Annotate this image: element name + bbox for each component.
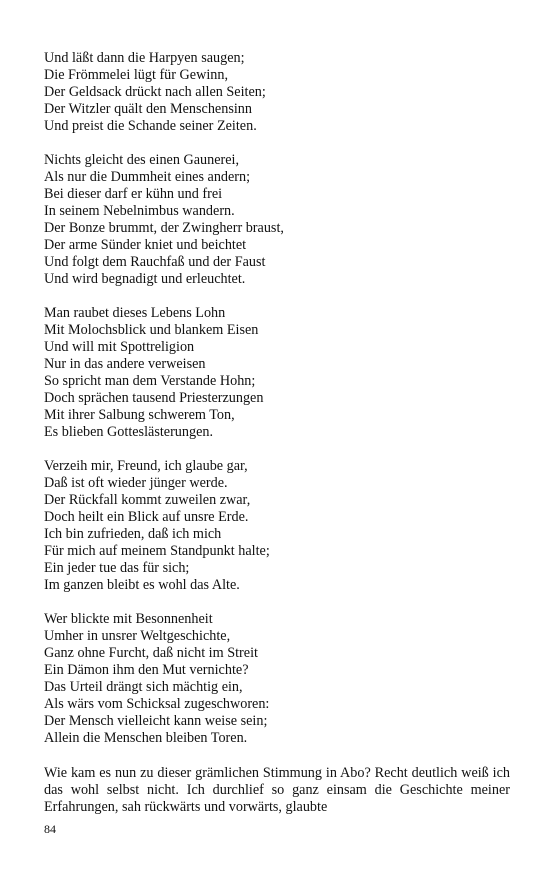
prose-paragraph: Wie kam es nun zu dieser grämlichen Stimmung in Abo? Recht deutlich weiß ich das wohl selbst nicht. Ich durchlief so ganz einsam die Geschichte meiner Erfahrungen, sah rückwärts und vorwärts, glaubte — [44, 765, 510, 815]
verse-line: Man raubet dieses Lebens Lohn — [44, 305, 226, 321]
verse-line: Ganz ohne Furcht, daß nicht im Streit — [44, 645, 258, 661]
verse-line: Ich bin zufrieden, daß ich mich — [44, 526, 222, 542]
verse-line: Doch sprächen tausend Priesterzungen — [44, 390, 264, 406]
verse-line: Allein die Menschen bleiben Toren. — [44, 730, 248, 746]
verse-line: Der Bonze brummt, der Zwingherr braust, — [44, 220, 284, 236]
verse-line: Der Witzler quält den Menschensinn — [44, 101, 252, 117]
verse-line: Mit ihrer Salbung schwerem Ton, — [44, 407, 235, 423]
verse-line: Im ganzen bleibt es wohl das Alte. — [44, 577, 240, 593]
verse-line: Als wärs vom Schicksal zugeschworen: — [44, 696, 270, 712]
verse-line: Ein Dämon ihm den Mut vernichte? — [44, 662, 249, 678]
poem — [44, 50, 510, 747]
verse-line: Und will mit Spottreligion — [44, 339, 195, 355]
verse-line: Verzeih mir, Freund, ich glaube gar, — [44, 458, 248, 474]
verse-line: Der Geldsack drückt nach allen Seiten; — [44, 84, 266, 100]
verse-line: Bei dieser darf er kühn und frei — [44, 186, 223, 202]
stanza — [44, 152, 510, 288]
verse-line: In seinem Nebelnimbus wandern. — [44, 203, 235, 219]
verse-line: Nichts gleicht des einen Gaunerei, — [44, 152, 240, 168]
verse-line: Umher in unsrer Weltgeschichte, — [44, 628, 231, 644]
verse-line: Der Rückfall kommt zuweilen zwar, — [44, 492, 251, 508]
verse-line: Die Frömmelei lügt für Gewinn, — [44, 67, 229, 83]
verse-line: Wer blickte mit Besonnenheit — [44, 611, 213, 627]
verse-line: Das Urteil drängt sich mächtig ein, — [44, 679, 243, 695]
verse-line: Und preist die Schande seiner Zeiten. — [44, 118, 257, 134]
verse-line: Der arme Sünder kniet und beichtet — [44, 237, 247, 253]
verse-line: Und folgt dem Rauchfaß und der Faust — [44, 254, 266, 270]
verse-line: Als nur die Dummheit eines andern; — [44, 169, 251, 185]
stanza — [44, 305, 510, 441]
stanza — [44, 50, 510, 135]
verse-line: Daß ist oft wieder jünger werde. — [44, 475, 228, 491]
stanza — [44, 458, 510, 594]
verse-line: So spricht man dem Verstande Hohn; — [44, 373, 256, 389]
verse-line: Für mich auf meinem Standpunkt halte; — [44, 543, 270, 559]
stanza — [44, 611, 510, 747]
page-number: 84 — [44, 822, 56, 836]
verse-line: Der Mensch vielleicht kann weise sein; — [44, 713, 268, 729]
verse-line: Doch heilt ein Blick auf unsre Erde. — [44, 509, 249, 525]
verse-line: Nur in das andere verweisen — [44, 356, 206, 372]
verse-line: Mit Molochsblick und blankem Eisen — [44, 322, 259, 338]
verse-line: Ein jeder tue das für sich; — [44, 560, 190, 576]
verse-line: Und läßt dann die Harpyen saugen; — [44, 50, 245, 66]
verse-line: Es blieben Gotteslästerungen. — [44, 424, 214, 440]
page-body — [44, 50, 510, 816]
verse-line: Und wird begnadigt und erleuchtet. — [44, 271, 246, 287]
